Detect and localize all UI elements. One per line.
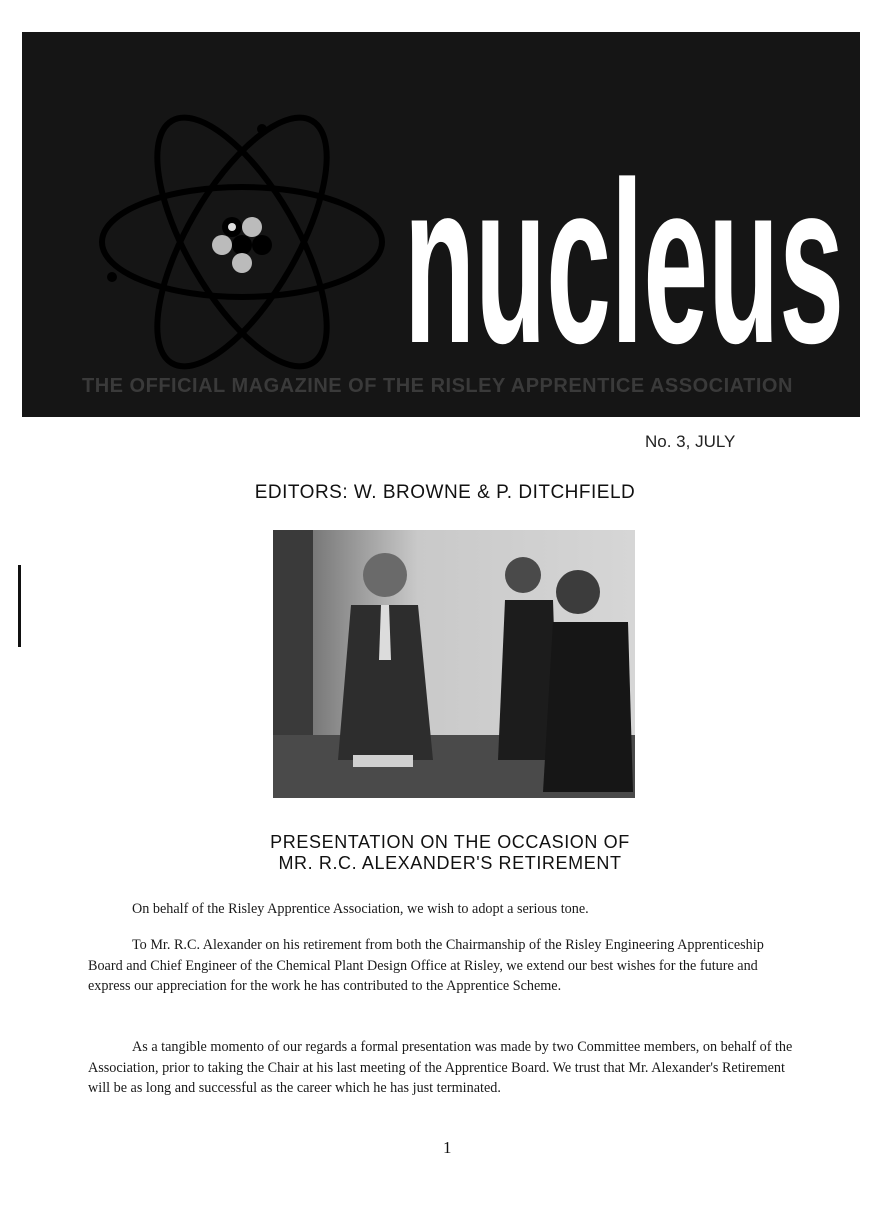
issue-number: No. 3, JULY bbox=[645, 432, 736, 451]
headline-line-1: PRESENTATION ON THE OCCASION OF bbox=[270, 832, 630, 852]
article-paragraph-1: On behalf of the Risley Apprentice Association, we wish to adopt a serious tone. bbox=[132, 901, 589, 917]
masthead-tagline: THE OFFICIAL MAGAZINE OF THE RISLEY APPRENTICE ASSOCIATION bbox=[82, 375, 793, 397]
article-headline bbox=[200, 832, 700, 874]
atom-icon bbox=[82, 87, 402, 397]
presentation-photo bbox=[273, 530, 635, 798]
svg-text:nucleus: nucleus bbox=[404, 134, 844, 387]
article-paragraph-2: To Mr. R.C. Alexander on his retirement from both the Chairmanship of the Risley Engineering Apprenticeship Board and Chief Engineer of the Chemical Plant Design Office at Risley, we extend our best wishes for the future and express our appreciation for the work he has contributed to the Apprentice Scheme. bbox=[88, 937, 764, 994]
masthead-title bbox=[394, 42, 854, 387]
page-number: 1 bbox=[443, 1138, 452, 1157]
editors-line: EDITORS: W. BROWNE & P. DITCHFIELD bbox=[254, 482, 636, 503]
margin-mark bbox=[18, 565, 21, 647]
masthead-banner bbox=[22, 32, 860, 417]
headline-line-2: MR. R.C. ALEXANDER'S RETIREMENT bbox=[278, 853, 622, 873]
article-paragraph-3: As a tangible momento of our regards a formal presentation was made by two Committee members, on behalf of the Association, prior to taking the Chair at his last meeting of the Apprentice Board. We trust that Mr. Alexander's Retirement will be as long and successful as the career which he has just terminated. bbox=[88, 1039, 793, 1096]
